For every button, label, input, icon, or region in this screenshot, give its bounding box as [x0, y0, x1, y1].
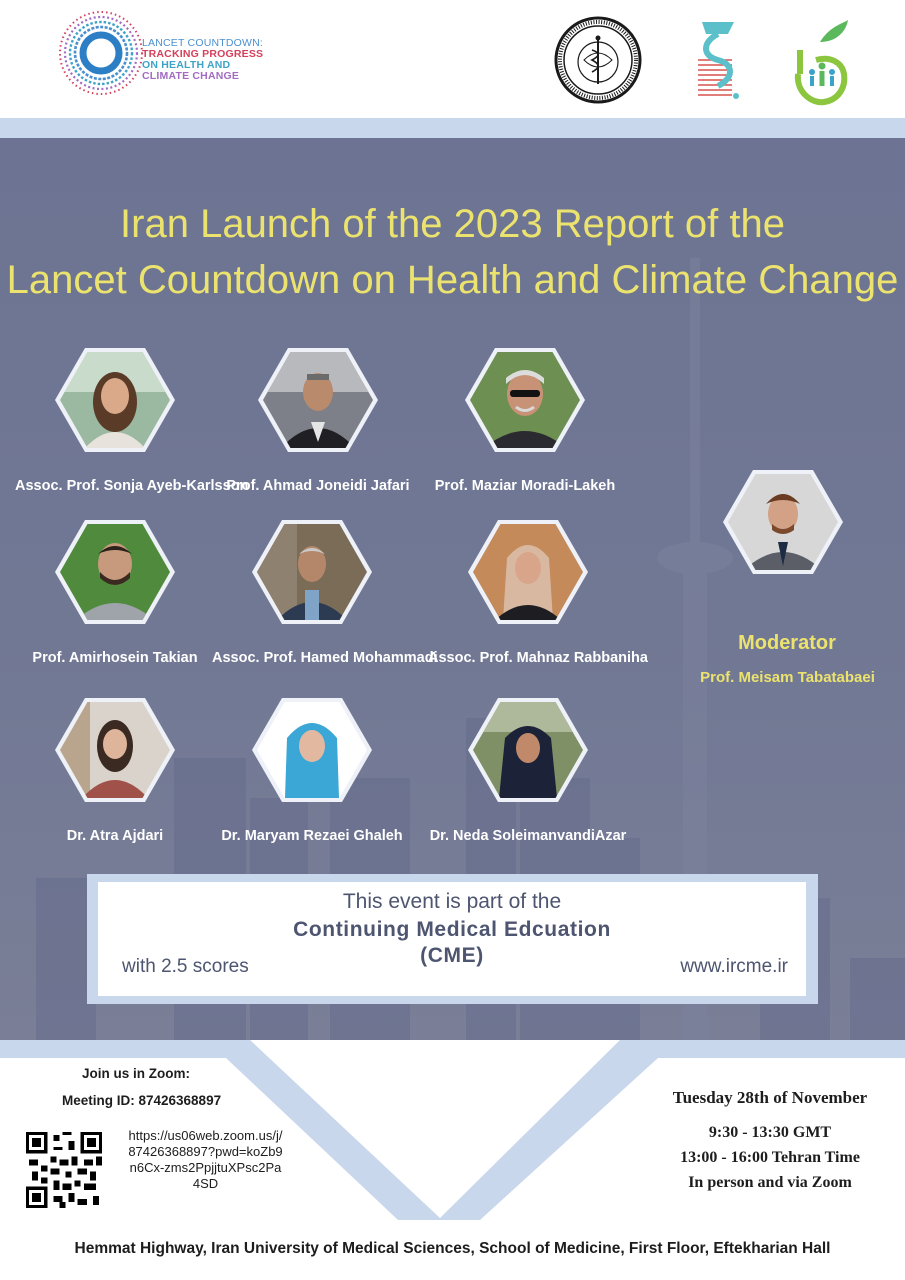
cme-abbreviation: (CME)	[420, 944, 484, 967]
speaker-card	[428, 520, 648, 666]
speaker-photo-frame	[55, 520, 175, 624]
cme-scores: with 2.5 scores	[122, 956, 249, 977]
moderator-card	[683, 470, 883, 574]
moderator-name: Prof. Meisam Tabatabaei	[700, 669, 875, 686]
cme-box	[98, 882, 806, 996]
event-time-tehran: 13:00 - 16:00 Tehran Time	[680, 1149, 860, 1166]
speaker-card	[212, 520, 438, 666]
cme-program-name: Continuing Medical Edcuation	[293, 918, 611, 941]
speaker-photo-frame	[252, 698, 372, 802]
zoom-qr-code[interactable]	[26, 1132, 102, 1208]
event-title-line-1: Iran Launch of the 2023 Report of the	[120, 202, 785, 246]
event-address: Hemmat Highway, Iran University of Medical Sciences, School of Medicine, First Floor, Eftekharian Hall	[74, 1240, 831, 1257]
speaker-name: Dr. Neda SoleimanvandiAzar	[429, 828, 627, 844]
header	[0, 0, 905, 118]
speaker-photo-frame	[468, 520, 588, 624]
speaker-photo-frame	[468, 698, 588, 802]
speaker-name: Prof. Amirhosein Takian	[32, 650, 198, 666]
speaker-photo-frame	[258, 348, 378, 452]
lancet-countdown-logo	[56, 8, 146, 98]
moderator-label: Moderator	[738, 632, 836, 654]
speaker-card	[15, 520, 215, 666]
medical-society-seal-logo	[554, 16, 642, 104]
speaker-photo-frame	[465, 348, 585, 452]
speaker-name: Assoc. Prof. Sonja Ayeb-Karlsson	[15, 478, 249, 494]
speaker-card	[15, 348, 249, 494]
speaker-name: Prof. Ahmad Joneidi Jafari	[226, 478, 410, 494]
speaker-name: Assoc. Prof. Hamed Mohammadi	[212, 650, 438, 666]
speaker-photo-frame	[55, 698, 175, 802]
speaker-card	[212, 698, 412, 844]
cme-website-link[interactable]: www.ircme.ir	[680, 956, 788, 977]
header-divider-band	[0, 118, 905, 138]
zoom-heading: Join us in Zoom:	[82, 1066, 190, 1081]
speaker-card	[15, 698, 215, 844]
speaker-name: Dr. Atra Ajdari	[66, 828, 164, 844]
pharmacy-emblem-logo	[692, 16, 744, 102]
event-title	[0, 196, 905, 308]
zoom-meeting-id: Meeting ID: 87426368897	[62, 1093, 222, 1108]
speaker-name: Assoc. Prof. Mahnaz Rabbaniha	[428, 650, 648, 666]
speaker-name: Prof. Maziar Moradi-Lakeh	[434, 478, 616, 494]
moderator-photo-frame	[723, 470, 843, 574]
lancet-countdown-wordmark: LANCET COUNTDOWN: TRACKING PROGRESS ON HEALTH AND CLIMATE CHANGE	[142, 37, 264, 82]
zoom-meeting-link[interactable]: https://us06web.zoom.us/j/87426368897?pwd=koZb9n6Cx-zms2PpjjtuXPsc2Pa4SD	[128, 1128, 283, 1191]
event-attendance-mode: In person and via Zoom	[688, 1174, 852, 1191]
speaker-card	[428, 698, 628, 844]
cme-intro: This event is part of the	[342, 890, 562, 913]
speaker-photo-frame	[55, 348, 175, 452]
health-organization-logo	[790, 16, 850, 106]
event-title-line-2: Lancet Countdown on Health and Climate Change	[6, 258, 899, 302]
speaker-card	[425, 348, 625, 494]
speaker-name: Dr. Maryam Rezaei Ghaleh	[221, 828, 403, 844]
event-date: Tuesday 28th of November	[672, 1088, 868, 1107]
event-time-gmt: 9:30 - 13:30 GMT	[708, 1124, 832, 1141]
speaker-card	[218, 348, 418, 494]
speaker-photo-frame	[252, 520, 372, 624]
